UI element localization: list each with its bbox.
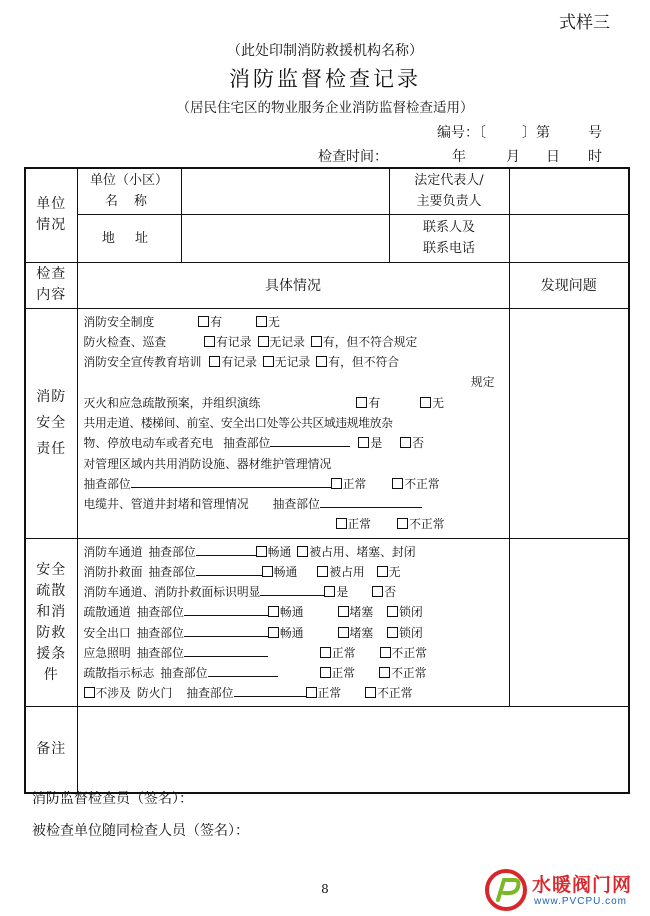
item-text: 物、停放电动车或者充电 — [83, 436, 214, 451]
checkbox[interactable] — [262, 566, 273, 577]
option-text: 锁闭 — [399, 605, 423, 620]
address-label: 地 址 — [101, 230, 157, 246]
option-text: 被占用 — [329, 564, 365, 579]
number-label: 编号：〔 — [437, 125, 486, 141]
option-text: 抽查部位 — [223, 436, 271, 451]
unit-name-field[interactable] — [181, 168, 389, 214]
list-item — [84, 372, 503, 392]
option-text: 抽查部位 — [186, 686, 234, 701]
address-label-cell — [77, 214, 181, 262]
item-text: 防火检查、巡查 — [83, 334, 167, 349]
checkbox[interactable] — [387, 627, 398, 638]
contact-label-cell — [389, 214, 509, 262]
checkbox[interactable] — [258, 336, 269, 347]
watermark-url: www.PVCPU.com — [534, 896, 628, 907]
unit-info-label: 单位情况 — [36, 196, 67, 234]
day-label: 日 — [546, 149, 560, 165]
checkbox[interactable] — [320, 667, 331, 678]
fill-line[interactable] — [184, 624, 268, 637]
remarks-field[interactable] — [77, 707, 629, 793]
record-number-line — [437, 122, 602, 142]
list-item — [84, 312, 503, 332]
list-item — [84, 413, 503, 433]
option-text: 无记录 — [274, 355, 311, 370]
checkbox[interactable] — [356, 397, 367, 408]
watermark-emblem-icon — [484, 868, 528, 912]
item-header-label: 检查内容 — [36, 266, 67, 303]
number-bracket-close: 〕第 — [522, 125, 550, 141]
list-item — [84, 643, 503, 663]
item-text: 电缆井、管道井封堵和管理情况 — [83, 497, 249, 512]
checkbox[interactable] — [84, 687, 95, 698]
fill-line[interactable] — [131, 475, 331, 488]
option-text: 正常 — [331, 645, 356, 660]
evacuation-label-cell — [25, 538, 77, 707]
option-text: 不正常 — [409, 517, 445, 532]
hour-label: 时 — [588, 149, 602, 165]
option-text: 有 — [368, 395, 381, 410]
contact-label-1: 联系人及 — [422, 220, 475, 235]
checkbox[interactable] — [358, 437, 369, 448]
option-text: 不正常 — [404, 476, 440, 491]
checkbox[interactable] — [268, 627, 279, 638]
list-item — [84, 332, 503, 352]
item-text: 共用走道、楼梯间、前室、安全出口处等公共区域违规堆放杂 — [83, 415, 393, 430]
fill-line[interactable] — [234, 684, 306, 697]
checkbox[interactable] — [338, 627, 349, 638]
list-item — [84, 542, 503, 562]
unit-name-row — [25, 168, 629, 214]
checkbox[interactable] — [256, 546, 267, 557]
option-text: 抽查部位 — [136, 645, 184, 660]
legal-rep-label-1: 法定代表人/ — [414, 173, 484, 189]
option-text: 无 — [432, 395, 445, 410]
checkbox[interactable] — [311, 336, 322, 347]
item-text: 防火门 — [136, 686, 173, 701]
item-header-cell — [25, 262, 77, 308]
list-item — [84, 602, 503, 622]
option-text: 有记录 — [216, 334, 252, 349]
option-text: 无 — [388, 564, 401, 579]
fire-responsibility-problem-field[interactable] — [509, 308, 629, 538]
fill-line[interactable] — [196, 543, 256, 556]
option-text: 抽查部位 — [148, 544, 196, 559]
option-text: 有，但不符合规定 — [322, 334, 418, 349]
option-text: 是 — [336, 585, 349, 600]
address-row — [25, 214, 629, 262]
option-text: 堵塞 — [349, 605, 374, 620]
inspection-form-table — [24, 167, 630, 794]
document-subtitle: （居民住宅区的物业服务企业消防监督检查适用） — [176, 100, 474, 116]
item-text: 应急照明 — [83, 645, 131, 660]
legal-rep-label-2: 主要负责人 — [416, 194, 482, 210]
item-text: 消防安全制度 — [83, 314, 155, 329]
list-item — [84, 393, 503, 413]
address-field[interactable] — [181, 214, 389, 262]
item-text: 规定 — [470, 375, 495, 390]
watermark-logo — [484, 868, 644, 912]
option-text: 无记录 — [269, 334, 305, 349]
item-text: 安全出口 — [83, 625, 131, 640]
option-text: 不正常 — [377, 686, 413, 701]
checkbox[interactable] — [297, 546, 308, 557]
list-item — [84, 683, 503, 703]
unit-name-label-cell — [77, 168, 181, 214]
option-text: 不正常 — [391, 665, 427, 680]
unit-name-label-1: 单位（小区） — [89, 173, 168, 189]
year-label: 年 — [452, 149, 466, 165]
option-text: 正常 — [342, 476, 367, 491]
option-text: 不涉及 — [95, 686, 131, 701]
checkbox[interactable] — [268, 606, 279, 617]
option-text: 有记录 — [221, 355, 257, 370]
evacuation-problem-field[interactable] — [509, 538, 629, 707]
option-text: 否 — [412, 436, 425, 451]
fill-line[interactable] — [260, 583, 324, 596]
checkbox[interactable] — [397, 518, 408, 529]
list-item — [84, 474, 503, 494]
item-text: 灭火和应急疏散预案，并组织演练 — [83, 395, 261, 410]
checkbox[interactable] — [316, 356, 327, 367]
checkbox[interactable] — [306, 687, 317, 698]
option-text: 畅通 — [267, 544, 292, 559]
checkbox[interactable] — [365, 687, 376, 698]
option-text: 有，但不符合 — [328, 355, 400, 370]
fire-responsibility-details — [77, 308, 509, 538]
option-text: 畅通 — [279, 625, 304, 640]
month-label: 月 — [506, 149, 520, 165]
document-title: 消防监督检查记录 — [229, 67, 421, 91]
inspect-time-line — [318, 146, 602, 166]
unit-name-label-2: 名 称 — [104, 194, 154, 210]
inspect-time-label: 检查时间： — [318, 149, 388, 165]
list-item — [84, 663, 503, 683]
checkbox[interactable] — [392, 478, 403, 489]
list-item — [84, 562, 503, 582]
evacuation-label: 安全疏散和消防救援条件 — [36, 561, 67, 683]
page-number: 8 — [321, 882, 329, 896]
item-text: 消防扑救面 — [83, 564, 143, 579]
option-text: 抽查部位 — [160, 665, 208, 680]
fill-line[interactable] — [184, 603, 268, 616]
detail-header-label: 具体情况 — [265, 278, 321, 294]
evacuation-details — [77, 538, 509, 707]
evacuation-row — [25, 538, 629, 707]
option-text: 锁闭 — [399, 625, 423, 640]
checkbox[interactable] — [420, 397, 431, 408]
option-text: 正常 — [317, 686, 342, 701]
fill-line[interactable] — [196, 563, 262, 576]
option-text: 正常 — [331, 665, 356, 680]
item-text: 消防车通道、消防扑救面标识明显 — [83, 585, 261, 600]
option-text: 畅通 — [279, 605, 304, 620]
option-text: 抽查部位 — [148, 564, 196, 579]
checkbox[interactable] — [204, 336, 215, 347]
detail-header-cell — [77, 262, 509, 308]
option-text: 不正常 — [391, 645, 427, 660]
option-text: 抽查部位 — [136, 605, 184, 620]
checkbox[interactable] — [372, 586, 383, 597]
list-item — [84, 352, 503, 372]
checkbox[interactable] — [324, 586, 335, 597]
item-text: 疏散指示标志 — [83, 665, 155, 680]
table-header-row — [25, 262, 629, 308]
fill-line[interactable] — [270, 434, 350, 447]
option-text: 被占用、堵塞、封闭 — [309, 544, 416, 559]
option-text: 堵塞 — [349, 625, 374, 640]
item-text: 消防安全宣传教育培训 — [83, 355, 202, 370]
item-text: 抽查部位 — [83, 476, 131, 491]
list-item — [84, 433, 503, 453]
option-text: 有 — [210, 314, 223, 329]
problem-header-cell — [509, 262, 629, 308]
number-suffix: 号 — [588, 125, 602, 141]
accompany-signature-line: 被检查单位随同检查人员（签名）： — [32, 823, 249, 839]
list-item — [84, 494, 503, 514]
checkbox[interactable] — [377, 566, 388, 577]
list-item — [84, 582, 503, 602]
checkbox[interactable] — [198, 316, 209, 327]
checkbox[interactable] — [379, 667, 390, 678]
fill-line[interactable] — [320, 495, 422, 508]
option-text: 无 — [268, 314, 280, 329]
checkbox[interactable] — [209, 356, 220, 367]
watermark-brand: 水暖阀门网 — [532, 874, 633, 896]
legal-rep-label-cell — [389, 168, 509, 214]
option-text: 是 — [370, 436, 383, 451]
fire-responsibility-label: 消防安全责任 — [36, 389, 67, 458]
item-text: 对管理区域内共用消防设施、器材维护管理情况 — [83, 456, 332, 471]
checkbox[interactable] — [320, 647, 331, 658]
fire-responsibility-label-cell — [25, 308, 77, 538]
list-item — [84, 454, 503, 474]
remarks-label-cell — [25, 707, 77, 793]
problem-header-label: 发现问题 — [540, 278, 597, 294]
fill-line[interactable] — [208, 664, 278, 677]
checkbox[interactable] — [380, 647, 391, 658]
fire-responsibility-row — [25, 308, 629, 538]
option-text: 畅通 — [273, 564, 298, 579]
checkbox[interactable] — [336, 518, 347, 529]
list-item — [84, 514, 503, 534]
list-item — [84, 623, 503, 643]
remarks-row — [25, 707, 629, 793]
remarks-label: 备注 — [36, 741, 67, 758]
checkbox[interactable] — [331, 478, 342, 489]
checkbox[interactable] — [263, 356, 274, 367]
checkbox[interactable] — [256, 316, 267, 327]
agency-placeholder: （此处印制消防救援机构名称） — [227, 43, 423, 59]
inspector-signature-line: 消防监督检查员（签名）： — [32, 791, 193, 807]
checkbox[interactable] — [387, 606, 398, 617]
contact-field[interactable] — [509, 214, 629, 262]
item-text: 疏散通道 — [83, 605, 131, 620]
checkbox[interactable] — [400, 437, 411, 448]
legal-rep-field[interactable] — [509, 168, 629, 214]
sample-label: 式样三 — [559, 13, 610, 33]
checkbox[interactable] — [317, 566, 328, 577]
fill-line[interactable] — [184, 644, 268, 657]
item-text: 消防车通道 — [83, 544, 143, 559]
option-text: 抽查部位 — [136, 625, 184, 640]
checkbox[interactable] — [338, 606, 349, 617]
unit-info-label-cell — [25, 168, 77, 262]
option-text: 否 — [384, 585, 397, 600]
option-text: 抽查部位 — [272, 497, 320, 512]
contact-label-2: 联系电话 — [422, 241, 475, 256]
option-text: 正常 — [347, 517, 372, 532]
